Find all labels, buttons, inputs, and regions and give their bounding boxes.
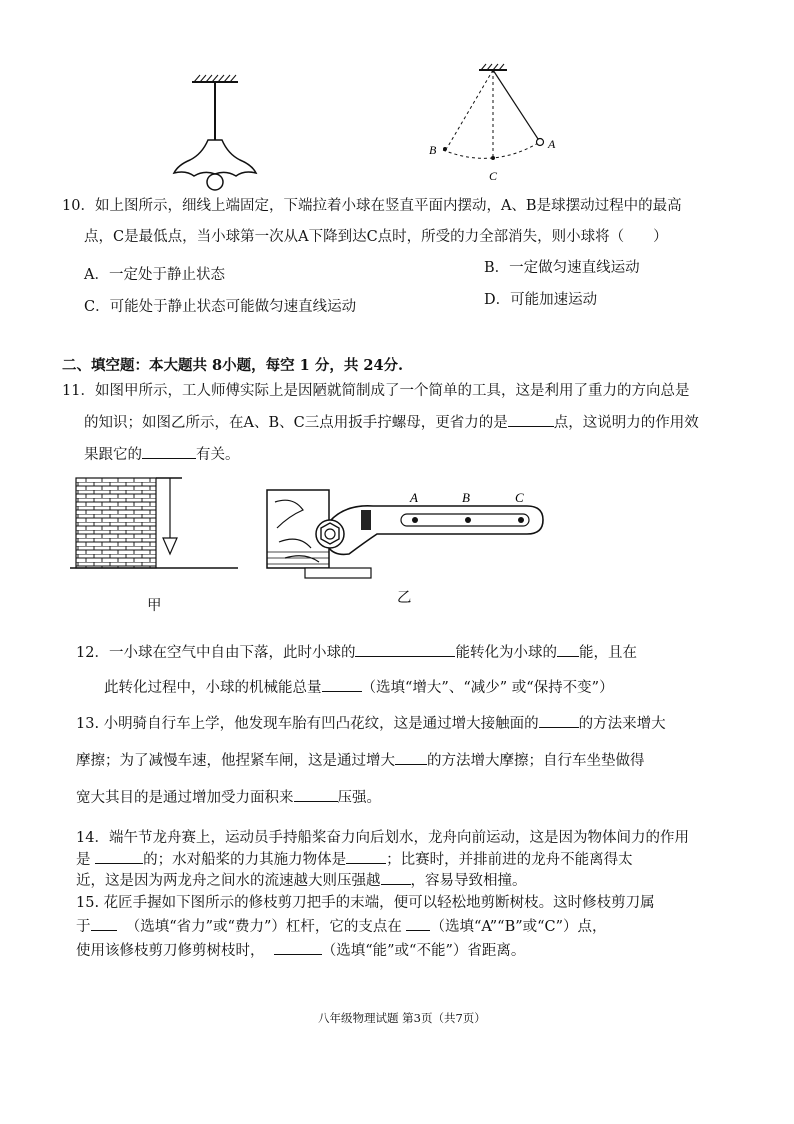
wrench-label-b: B (462, 490, 470, 505)
pendulum-label-c: C (489, 169, 498, 183)
section-title: 二、填空题：本大题共 8小题，每空 1 分，共 24分. (62, 357, 404, 374)
figure-label-yi: 乙 (397, 590, 412, 606)
hanging-lamp-figure (160, 70, 280, 200)
q13-line3 (76, 787, 381, 808)
q12-blank-energy-to[interactable] (557, 642, 579, 657)
q10-option-b: B．一定做匀速直线运动 (484, 260, 640, 276)
q13-line3-text-a: 宽大其目的是通过增加受力面积来 (76, 790, 294, 806)
q11-blank-point[interactable] (508, 412, 554, 427)
q13-blank-method1[interactable] (539, 713, 579, 728)
q13-blank-method2[interactable] (395, 750, 427, 765)
q14-line2-text-b: 的；水对船桨的力其施力物体是 (143, 852, 347, 868)
pendulum-label-b: B (429, 143, 437, 157)
q15-line3-text-b: （选填“能”或“不能”）省距离。 (321, 943, 526, 959)
q15-line2 (76, 916, 607, 937)
q11-line3 (84, 444, 240, 465)
q11-blank-factor[interactable] (142, 444, 196, 459)
q15-blank-distance[interactable] (274, 940, 322, 955)
q13-line1-text-a: 13. 小明骑自行车上学，他发现车胎有凹凸花纹，这是通过增大接触面的 (76, 716, 539, 732)
q15-blank-fulcrum[interactable] (406, 916, 430, 931)
wrench-label-c: C (515, 490, 524, 505)
q12-blank-energy-from[interactable] (355, 642, 455, 657)
q10-option-d: D．可能加速运动 (484, 292, 598, 308)
q14-line1: 14．端午节龙舟赛上，运动员手持船桨奋力向后划水，龙舟向前运动，这是因为物体间力的作用 (76, 830, 689, 846)
q10-option-a: A．一定处于静止状态 (84, 267, 225, 283)
q15-line2-text-c: （选填“A”“B”或“C”）点， (430, 919, 607, 935)
q12-line2-text-a: 此转化过程中，小球的机械能总量 (104, 680, 322, 696)
q14-blank-mutual[interactable] (95, 849, 143, 864)
q11-line2-text-b: 点，这说明力的作用效 (553, 415, 699, 431)
q11-line2-text-a: 的知识；如图乙所示，在A、B、C三点用扳手拧螺母，更省力的是 (84, 415, 508, 431)
q13-line1-text-b: 的方法来增大 (578, 716, 666, 732)
q14-line3-text-b: ，容易导致相撞。 (410, 873, 527, 889)
q12-line1-text-a: 12．一小球在空气中自由下落，此时小球的 (76, 645, 356, 661)
q15-line3 (76, 940, 525, 961)
q13-blank-pressure[interactable] (294, 787, 338, 802)
q14-line2-text-a: 是 (76, 852, 91, 868)
q12-line2 (104, 677, 614, 698)
q14-blank-source[interactable] (346, 849, 386, 864)
q12-line1 (76, 642, 637, 663)
q12-line1-text-b: 能转化为小球的 (455, 645, 557, 661)
wrench-figure (265, 482, 550, 587)
pendulum-figure (425, 62, 575, 187)
q15-line1: 15. 花匠手握如下图所示的修枝剪刀把手的末端，便可以轻松地剪断树枝。这时修枝剪刀属 (76, 895, 655, 911)
wall-plumb-figure (70, 474, 240, 589)
q14-line2-text-c: ；比赛时，并排前进的龙舟不能离得太 (386, 852, 633, 868)
q12-line2-text-b: （选填“增大”、“减少” 或“保持不变”） (361, 680, 614, 696)
q10-line1: 10．如上图所示，细线上端固定，下端拉着小球在竖直平面内摆动，A、B是球摆动过程中的最高 (62, 198, 682, 214)
q15-line3-text-a: 使用该修枝剪刀修剪树枝时， (76, 943, 265, 959)
q15-blank-lever[interactable] (91, 916, 117, 931)
figure-label-jia: 甲 (147, 598, 162, 614)
q15-line2-text-b: （选填“省力”或“费力”）杠杆，它的支点在 (125, 919, 402, 935)
page-footer: 八年级物理试题 第3页（共7页） (318, 1011, 486, 1025)
q14-line3 (76, 870, 527, 891)
q13-line1 (76, 713, 666, 734)
q15-line2-text-a: 于 (76, 919, 91, 935)
q12-line1-text-c: 能，且在 (578, 645, 637, 661)
pendulum-label-a: A (548, 137, 556, 151)
q11-line3-text-b: 有关。 (196, 447, 240, 463)
q10-option-c: C．可能处于静止状态可能做匀速直线运动 (84, 299, 357, 315)
q13-line3-text-b: 压强。 (337, 790, 381, 806)
q13-line2-text-b: 的方法增大摩擦；自行车坐垫做得 (427, 753, 645, 769)
q11-line3-text-a: 果跟它的 (84, 447, 142, 463)
q11-line2 (84, 412, 699, 433)
q11-line1: 11．如图甲所示，工人师傅实际上是因陋就简制成了一个简单的工具，这是利用了重力的方向总是 (62, 383, 690, 399)
q14-blank-pressure[interactable] (381, 870, 411, 885)
q13-line2 (76, 750, 645, 771)
q12-blank-total[interactable] (322, 677, 362, 692)
wrench-label-a: A (410, 490, 418, 505)
q14-line2 (76, 849, 633, 870)
q10-line2: 点，C是最低点，当小球第一次从A下降到达C点时，所受的力全部消失，则小球将（ ） (84, 229, 668, 245)
q13-line2-text-a: 摩擦；为了减慢车速，他捏紧车闸，这是通过增大 (76, 753, 395, 769)
q14-line3-text-a: 近，这是因为两龙舟之间水的流速越大则压强越 (76, 873, 381, 889)
